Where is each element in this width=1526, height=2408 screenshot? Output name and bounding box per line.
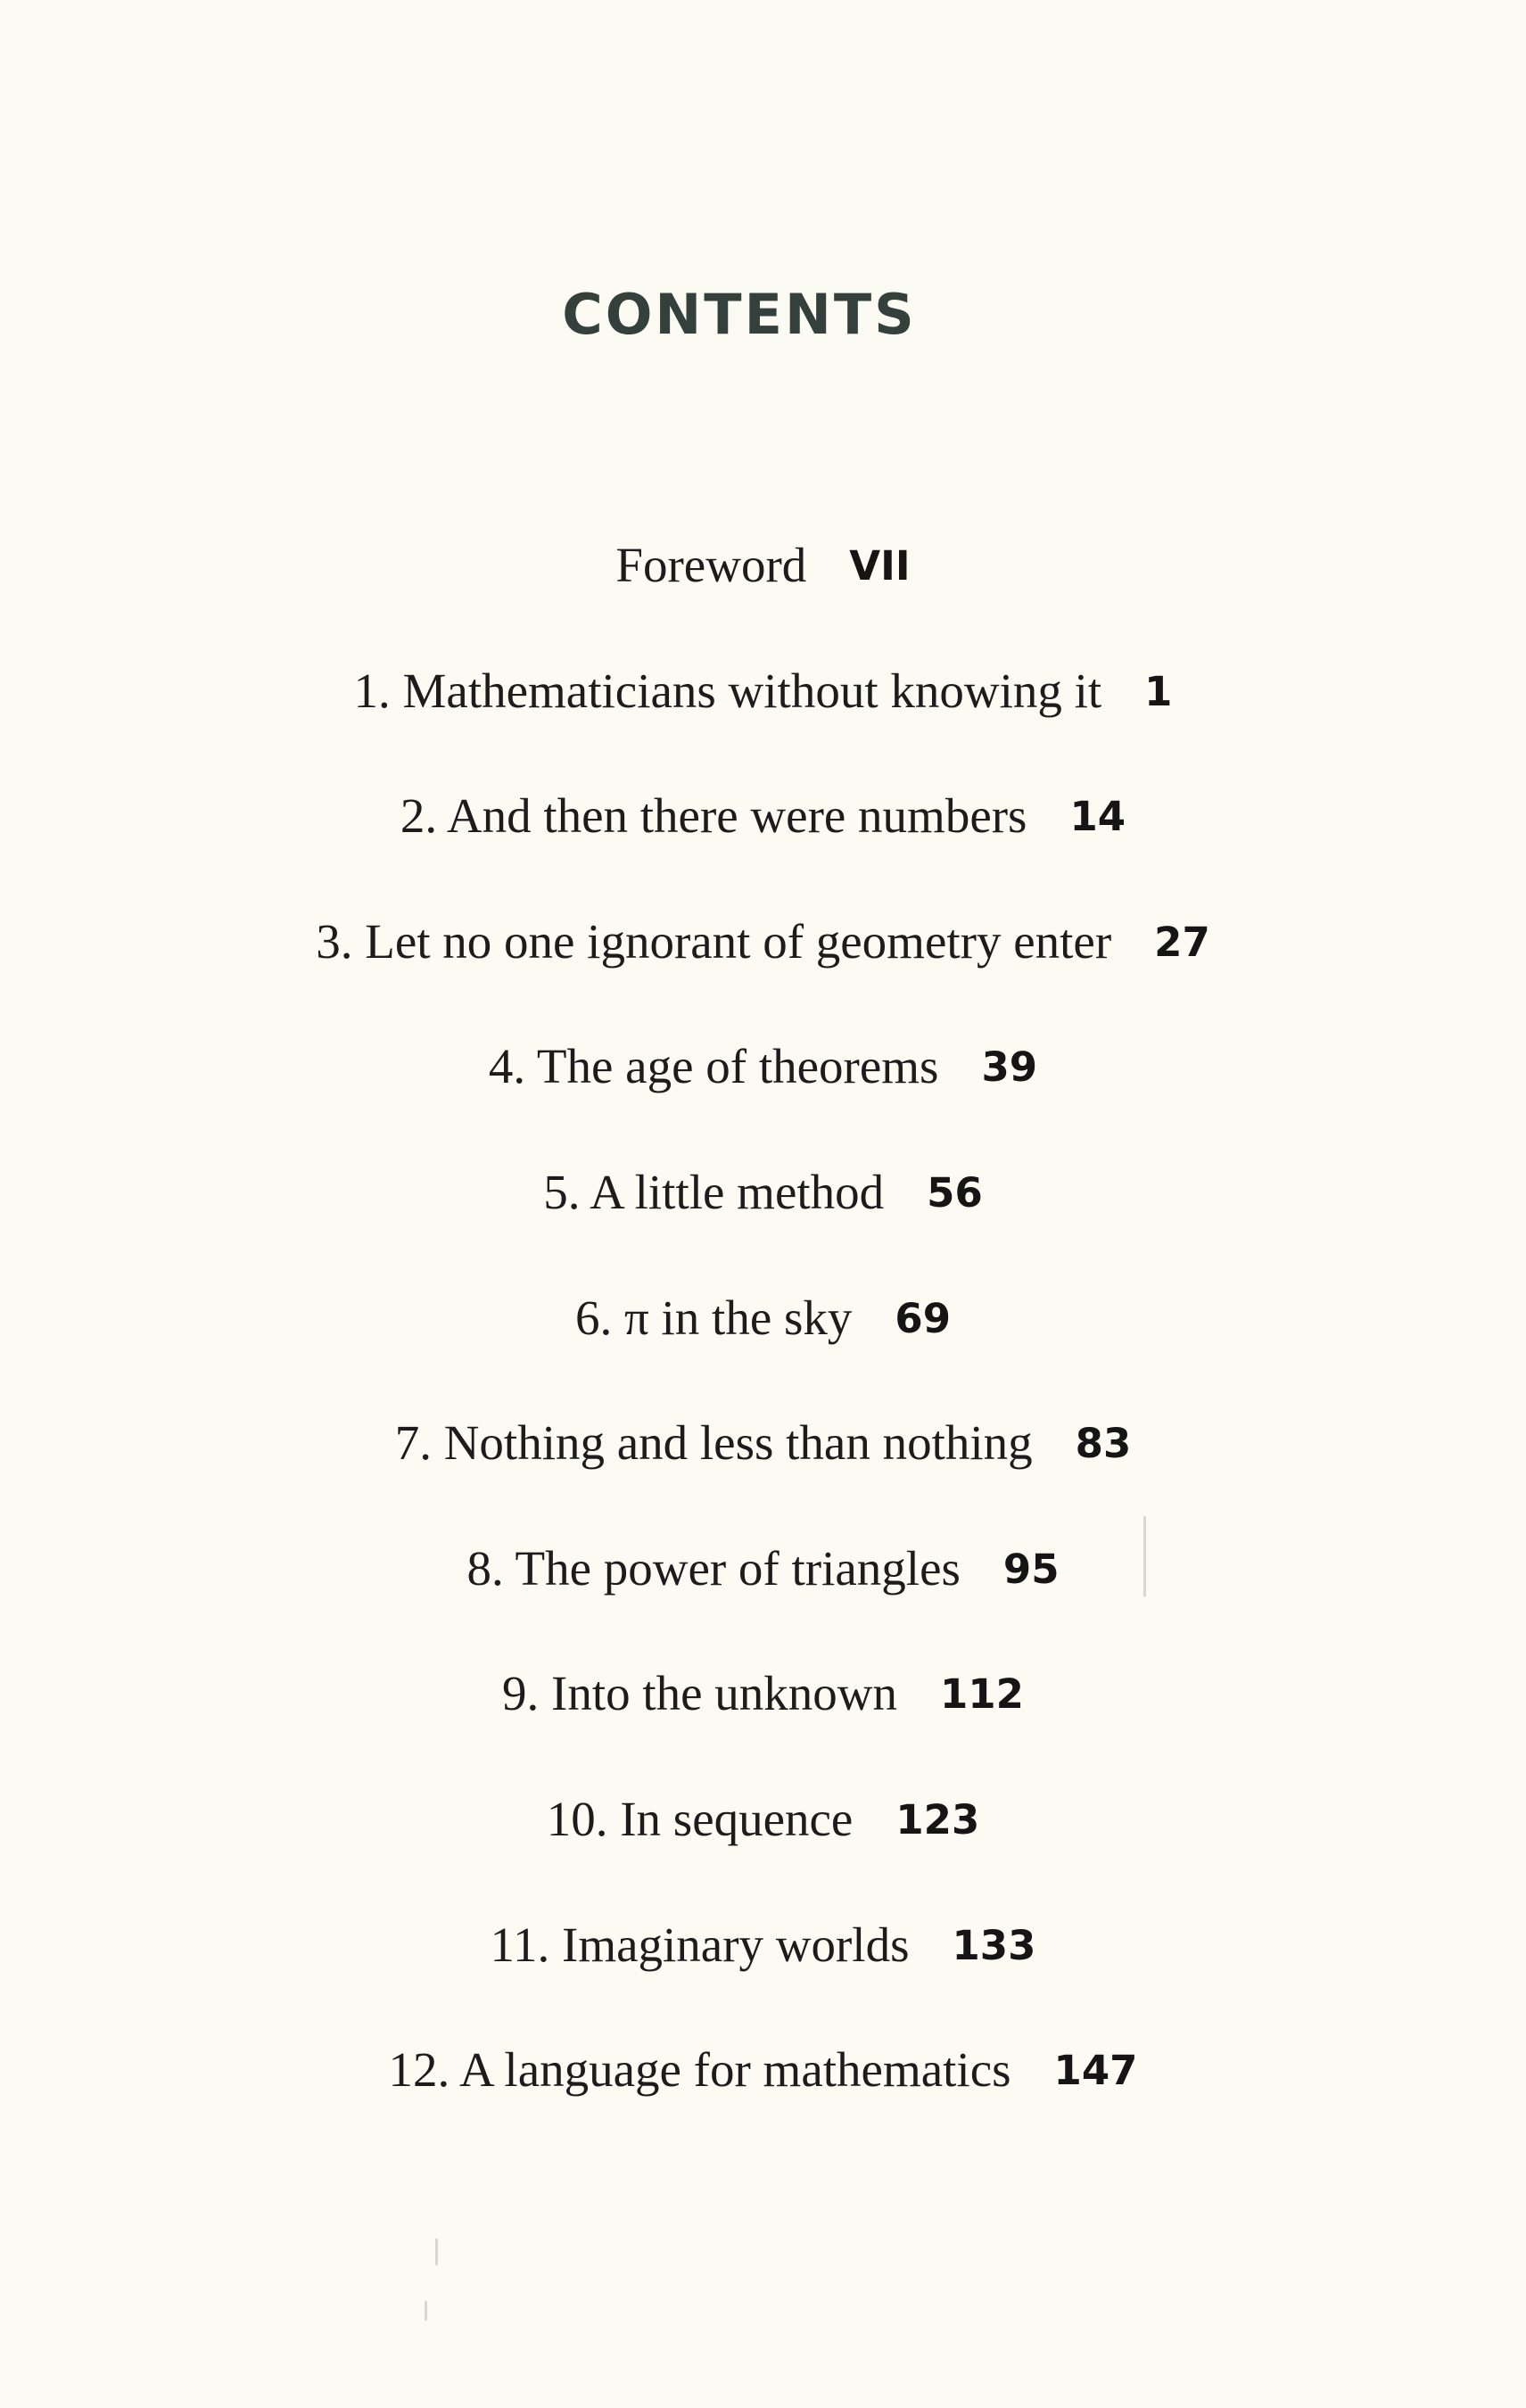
toc-entry-11 xyxy=(0,1911,1526,2037)
toc-entry-8 xyxy=(0,1535,1526,1661)
toc-entry-page: 95 xyxy=(1002,1545,1060,1593)
toc-entry-title: 6. π in the sky xyxy=(574,1290,853,1345)
toc-entry-title: 8. The power of triangles xyxy=(466,1540,961,1596)
toc-entry-title: 2. And then there were numbers xyxy=(400,788,1027,844)
toc-entry-7 xyxy=(0,1409,1526,1535)
toc-entry-page: 83 xyxy=(1075,1420,1132,1468)
toc-entry-4 xyxy=(0,1033,1526,1159)
toc-entry-title: 12. A language for mathematics xyxy=(388,2042,1011,2098)
toc-entry-title: 9. Into the unknown xyxy=(502,1666,898,1721)
toc-entry-title: 3. Let no one ignorant of geometry enter xyxy=(316,913,1112,969)
toc-entry-title: 1. Mathematicians without knowing it xyxy=(353,663,1102,718)
toc-entry-page: 56 xyxy=(927,1168,983,1216)
toc-entry-page: 14 xyxy=(1069,793,1126,841)
toc-entry-title: 11. Imaginary worlds xyxy=(490,1917,910,1972)
toc-entry-3 xyxy=(0,908,1526,1034)
contents-heading: CONTENTS xyxy=(562,282,917,347)
toc-entry-12 xyxy=(0,2036,1526,2162)
scan-artifact xyxy=(1143,1516,1146,1596)
toc-entry-foreword xyxy=(0,532,1526,657)
toc-entry-2 xyxy=(0,782,1526,908)
toc-entry-10 xyxy=(0,1785,1526,1911)
toc-entry-page: 133 xyxy=(952,1921,1036,1969)
toc-entry-page: 112 xyxy=(940,1670,1024,1719)
toc-entry-title: 4. The age of theorems xyxy=(488,1039,939,1094)
toc-entry-page: 147 xyxy=(1053,2047,1138,2095)
toc-entry-9 xyxy=(0,1660,1526,1785)
toc-entry-title: 5. A little method xyxy=(543,1164,885,1219)
toc-entry-page: 123 xyxy=(895,1795,980,1843)
scan-artifact xyxy=(425,2301,427,2321)
toc-entry-1 xyxy=(0,657,1526,783)
toc-entry-page: 27 xyxy=(1154,918,1210,966)
toc-entry-title: Foreword xyxy=(615,538,807,592)
toc-entry-page: VII xyxy=(849,542,911,590)
toc-entry-page: 39 xyxy=(981,1043,1038,1092)
toc-entry-page: 1 xyxy=(1144,667,1173,715)
table-of-contents xyxy=(0,532,1526,2162)
scan-artifact xyxy=(435,2239,438,2265)
toc-entry-title: 10. In sequence xyxy=(546,1791,854,1846)
toc-entry-page: 69 xyxy=(895,1294,952,1342)
toc-entry-6 xyxy=(0,1284,1526,1410)
toc-entry-title: 7. Nothing and less than nothing xyxy=(394,1415,1033,1471)
toc-entry-5 xyxy=(0,1159,1526,1284)
